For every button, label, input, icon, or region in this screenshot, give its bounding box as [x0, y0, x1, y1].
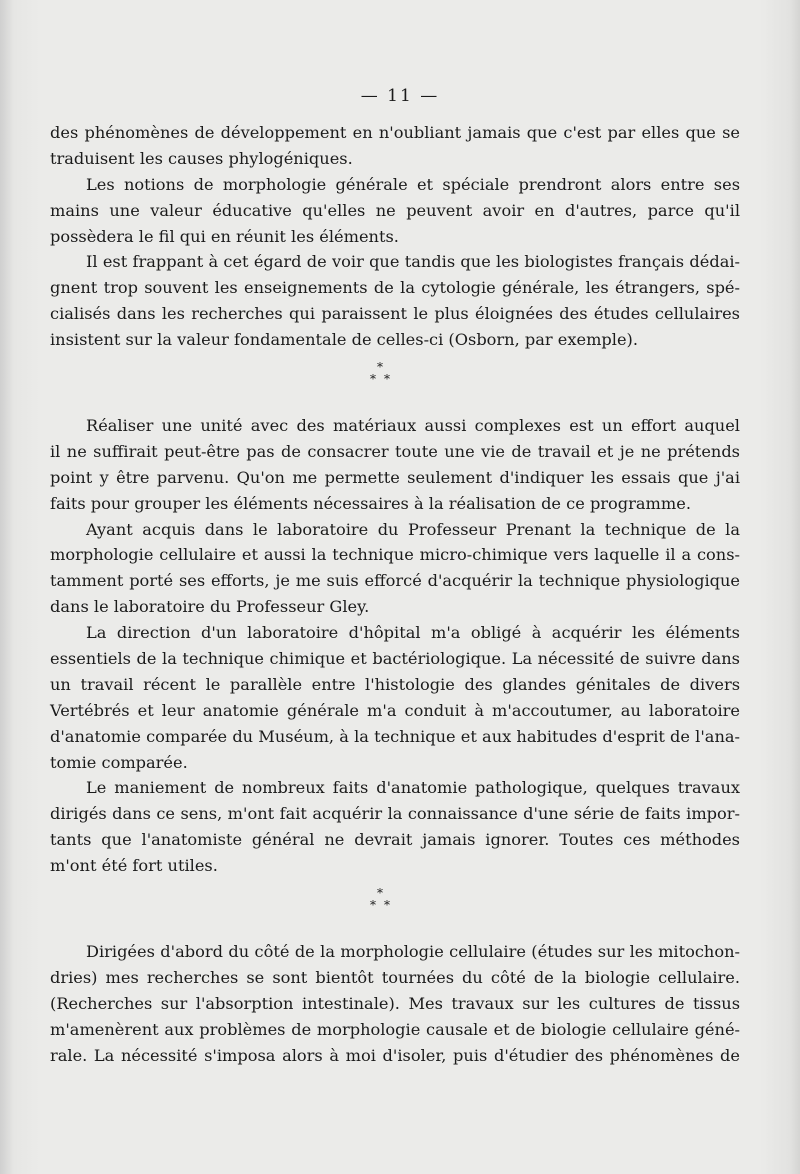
text-line: gnent trop souvent les enseignements de la cytologie générale, les étrangers, spé- — [50, 278, 740, 298]
asterisk-mark: * — [370, 372, 376, 387]
paragraph — [50, 413, 740, 517]
asterisk-mark: * — [377, 886, 383, 901]
text-line: d'anatomie comparée du Muséum, à la technique et aux habitudes d'esprit de l'ana- — [50, 726, 740, 746]
text-line: m'ont été fort utiles. — [50, 856, 218, 876]
text-line: mains une valeur éducative qu'elles ne peuvent avoir en d'autres, parce qu'il — [50, 200, 740, 220]
text-line: il ne suffirait peut-être pas de consacrer toute une vie de travail et je ne prétends — [50, 441, 740, 461]
text-line: dries) mes recherches se sont bientôt tournées du côté de la biologie cellulaire. — [50, 967, 740, 987]
text-line: des phénomènes de développement en n'oubliant jamais que c'est par elles que se — [50, 123, 740, 142]
text-line: essentiels de la technique chimique et bactériologique. La nécessité de suivre dans — [50, 649, 740, 669]
text-line: (Recherches sur l'absorption intestinale). Mes travaux sur les cultures de tissus — [50, 993, 740, 1013]
text-line: cialisés dans les recherches qui paraissent le plus éloignées des études cellulaires — [50, 304, 740, 324]
text-line: dirigés dans ce sens, m'ont fait acquérir la connaissance d'une série de faits impor- — [50, 804, 740, 824]
text-line: tamment porté ses efforts, je me suis efforcé d'acquérir la technique physiologique — [50, 571, 740, 591]
text-line: Les notions de morphologie générale et spéciale prendront alors entre ses — [86, 174, 740, 194]
text-line: un travail récent le parallèle entre l'histologie des glandes génitales de divers — [50, 674, 740, 694]
text-line: dans le laboratoire du Professeur Gley. — [50, 597, 370, 617]
body-text — [50, 120, 740, 1069]
text-line: tomie comparée. — [50, 752, 188, 772]
text-line: possèdera le fil qui en réunit les éléments. — [50, 226, 399, 246]
text-line: m'amenèrent aux problèmes de morphologie causale et de biologie cellulaire géné- — [50, 1019, 740, 1039]
asterisk-mark: * — [370, 898, 376, 913]
text-line: Il est frappant à cet égard de voir que tandis que les biologistes français dédai- — [86, 252, 740, 272]
text-line: rale. La nécessité s'imposa alors à moi d'isoler, puis d'étudier des phénomènes de — [50, 1045, 740, 1065]
section-separator — [50, 353, 740, 413]
paragraph — [50, 172, 740, 250]
text-line: faits pour grouper les éléments nécessaires à la réalisation de ce programme. — [50, 493, 691, 513]
text-line: Dirigées d'abord du côté de la morphologie cellulaire (études sur les mitochon- — [86, 942, 740, 962]
text-line: Réaliser une unité avec des matériaux aussi complexes est un effort auquel — [86, 416, 740, 436]
text-line: traduisent les causes phylogéniques. — [50, 148, 353, 168]
page-number: — 11 — — [360, 86, 440, 106]
asterisk-mark: * — [377, 360, 383, 375]
text-line: tants que l'anatomiste général ne devrait jamais ignorer. Toutes ces méthodes — [50, 830, 740, 850]
text-line: Ayant acquis dans le laboratoire du Professeur Prenant la technique de la — [86, 519, 740, 539]
asterisk-mark: * — [384, 372, 390, 387]
asterisk-mark: * — [384, 898, 390, 913]
paragraph — [50, 775, 740, 879]
text-line: Le maniement de nombreux faits d'anatomie pathologique, quelques travaux — [86, 778, 740, 798]
paragraph — [50, 120, 740, 172]
paragraph — [50, 939, 740, 1068]
text-line: La direction d'un laboratoire d'hôpital m'a obligé à acquérir les éléments — [86, 623, 740, 643]
paragraph — [50, 620, 740, 775]
paragraph — [50, 517, 740, 621]
text-line: point y être parvenu. Qu'on me permette seulement d'indiquer les essais que j'ai — [50, 467, 740, 487]
text-line: insistent sur la valeur fondamentale de celles-ci (Osborn, par exemple). — [50, 330, 638, 350]
text-line: Vertébrés et leur anatomie générale m'a conduit à m'accoutumer, au laboratoire — [50, 700, 740, 720]
text-line: morphologie cellulaire et aussi la technique micro-chimique vers laquelle il a cons- — [50, 545, 740, 565]
paragraph — [50, 249, 740, 353]
section-separator — [50, 879, 740, 939]
